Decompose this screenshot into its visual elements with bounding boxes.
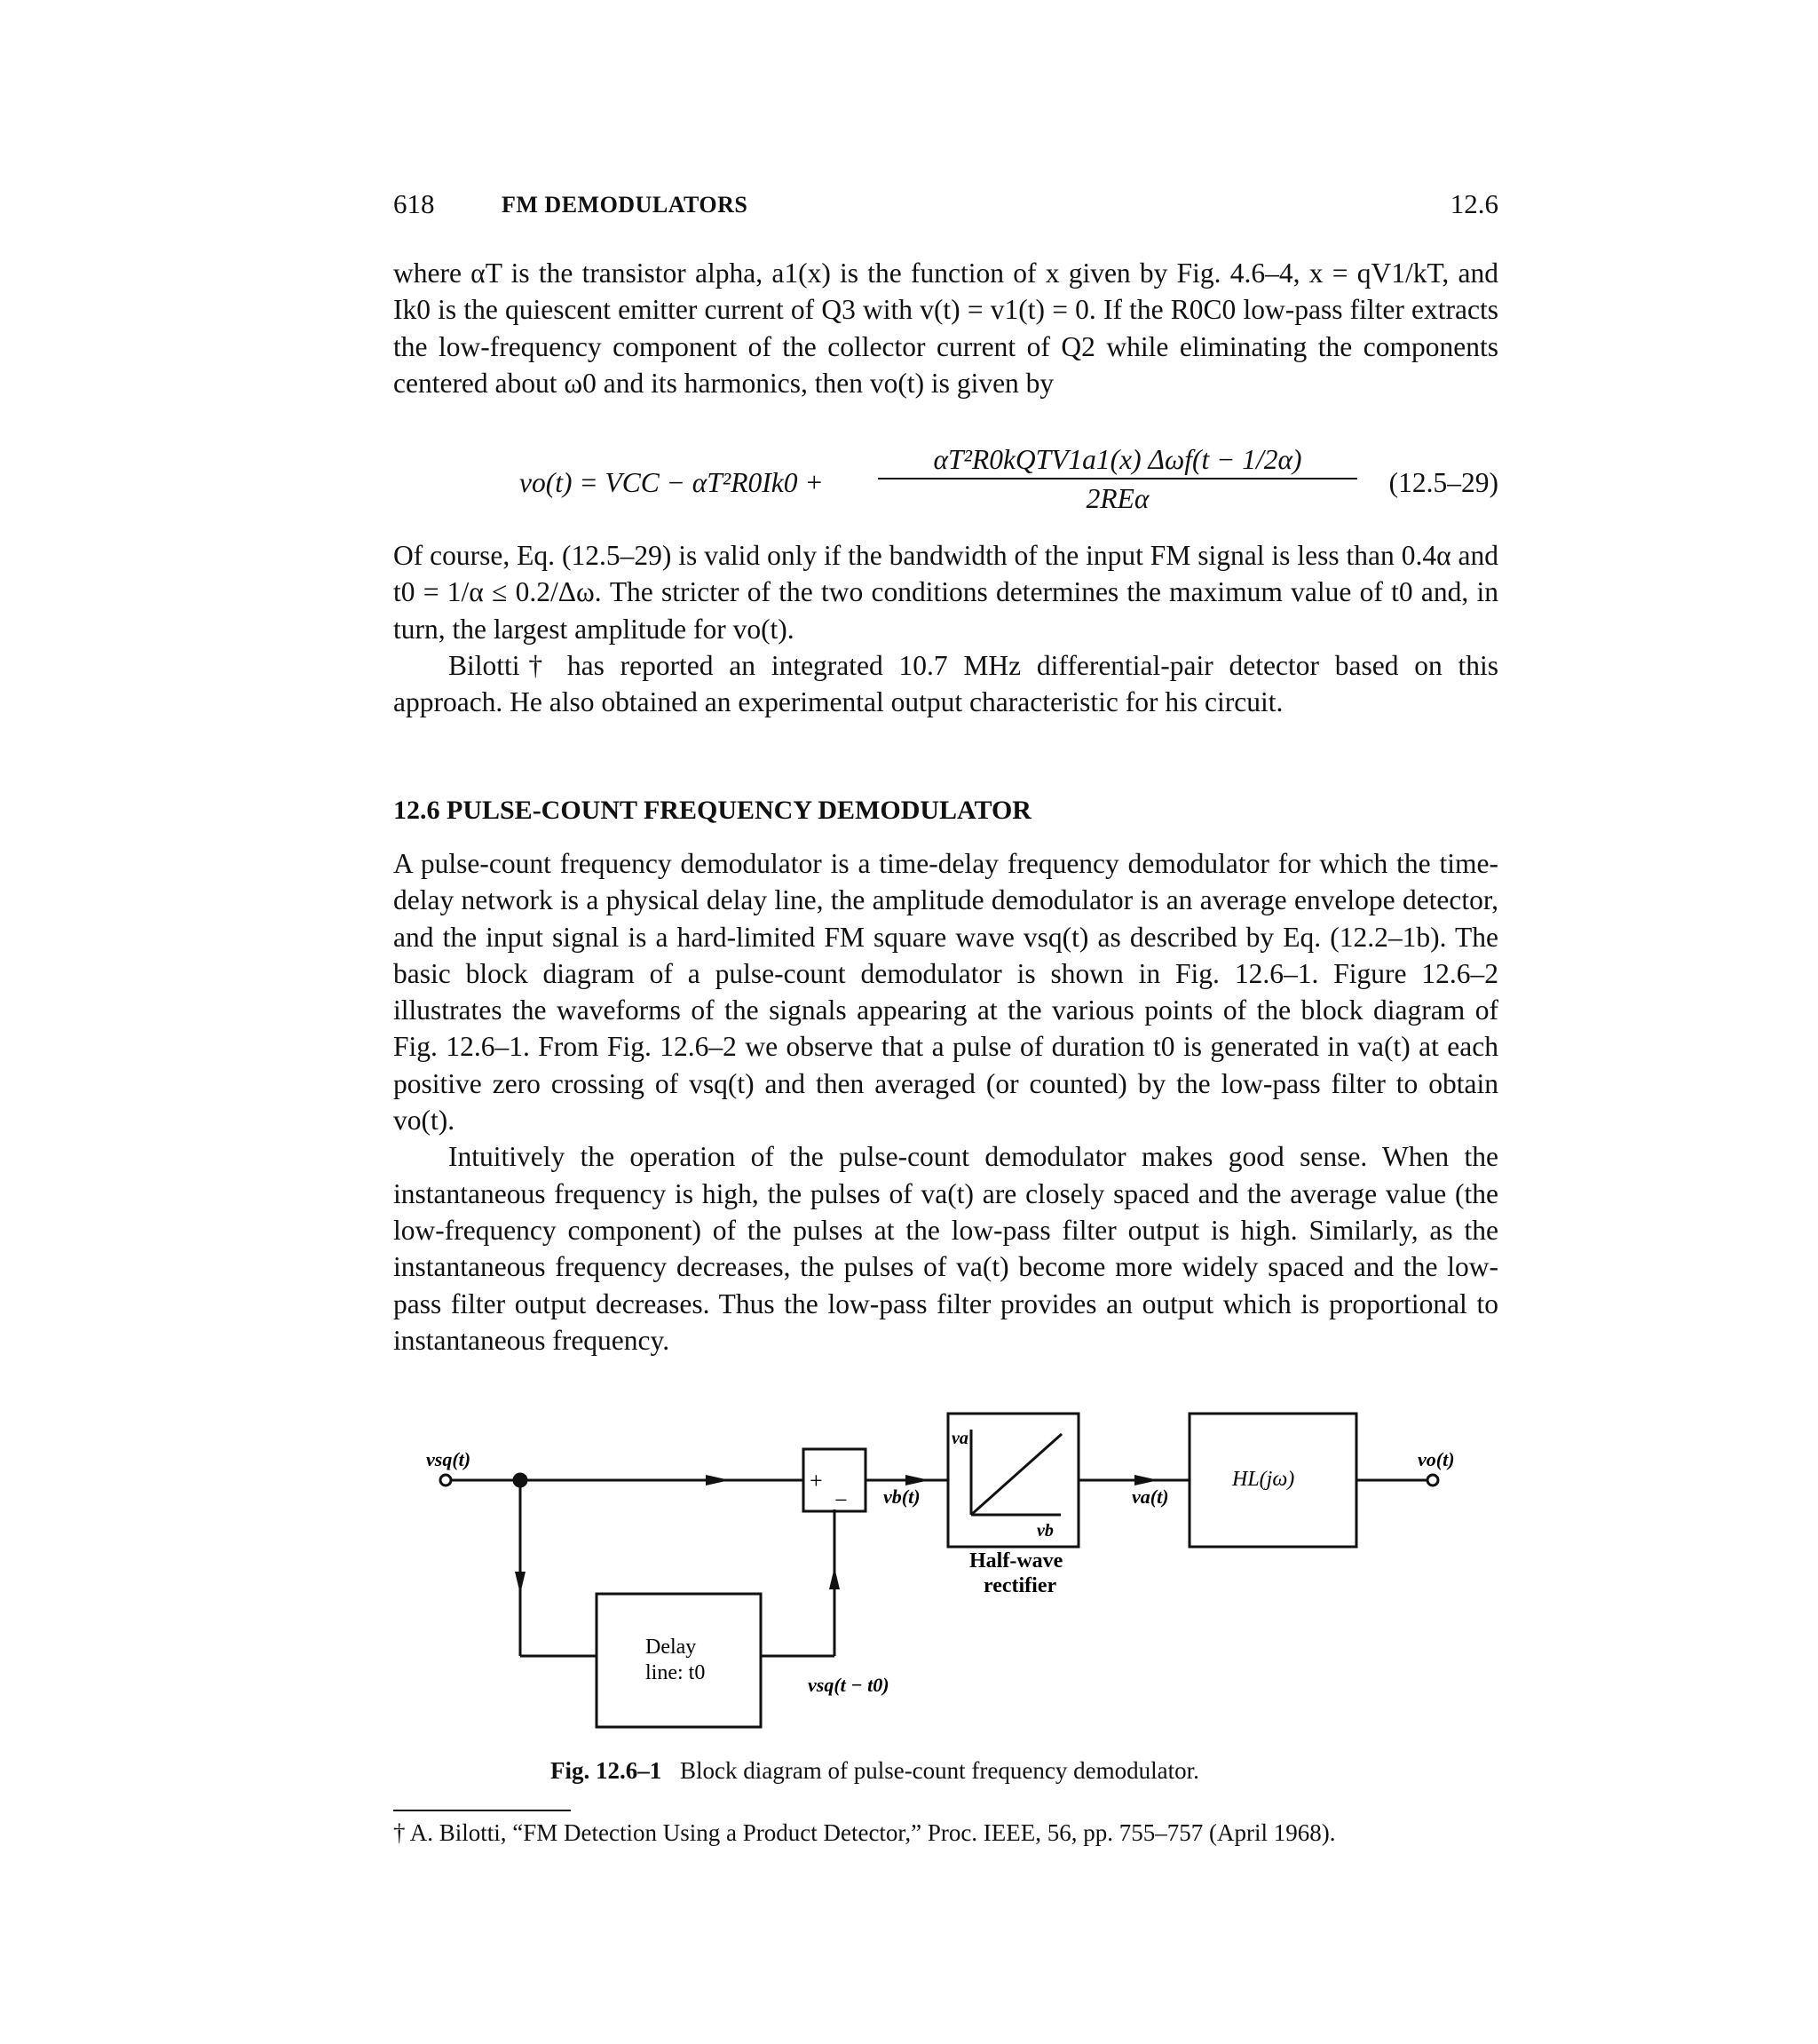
section-heading: 12.6 PULSE-COUNT FREQUENCY DEMODULATOR xyxy=(393,796,1032,825)
delayed-signal-label: vsq(t − t0) xyxy=(808,1674,889,1696)
rectifier-box xyxy=(948,1414,1079,1547)
input-label: vsq(t) xyxy=(426,1448,471,1470)
body-paragraph-4 xyxy=(393,845,1498,1359)
page-header xyxy=(393,188,1498,233)
rectifier-vb-axis-label: vb xyxy=(1037,1521,1054,1541)
footnote-rule xyxy=(393,1810,571,1811)
lowpass-filter-box xyxy=(1190,1414,1356,1547)
arrow-head xyxy=(1134,1475,1158,1485)
body-paragraph-2 xyxy=(393,537,1498,720)
paragraph-text: Intuitively the operation of the pulse-count demodulator makes good sense. When the instantaneous frequency is high, the pulses of va(t) are closely spaced and the average value (the low-frequency component) of the pulses at the low-pass filter output is high. Similarly, as the instantaneous frequency decreases, the pulses of va(t) become more widely spaced and the low-pass filter output decreases. Thus the low-pass filter provides an output which is proportional to instantaneous frequency. xyxy=(393,1141,1498,1356)
paragraph-text: Bilotti† has reported an integrated 10.7 MHz differential-pair detector based on this approach. He also obtained an experimental output characteristic for his circuit. xyxy=(393,649,1498,718)
summer-box xyxy=(803,1449,866,1511)
arrow-head xyxy=(905,1475,929,1485)
arrow-head xyxy=(829,1567,840,1589)
equation-12-5-29 xyxy=(393,444,1498,524)
filter-label: HL(jω) xyxy=(1232,1468,1295,1491)
equation-denominator: 2REα xyxy=(1086,483,1150,514)
figure-label: Fig. 12.6–1 xyxy=(550,1757,662,1784)
body-paragraph-1 xyxy=(393,255,1498,401)
running-title: FM DEMODULATORS xyxy=(502,192,748,218)
summer-minus: − xyxy=(834,1487,848,1513)
equation-numerator: αT²R0kQTV1a1(x) Δωf(t − 1/2α) xyxy=(878,444,1357,479)
summer-plus: + xyxy=(810,1468,823,1493)
input-terminal xyxy=(440,1475,451,1485)
delay-label-line1: Delay xyxy=(645,1636,697,1659)
paragraph-text: Of course, Eq. (12.5–29) is valid only if the bandwidth of the input FM signal is less than 0.4α and t0 = 1/α ≤ 0.2/Δω. The stricter of the two conditions determines the maximum value of t0 and, in turn, the largest amplitude for vo(t). xyxy=(393,540,1498,645)
paragraph-text: where αT is the transistor alpha, a1(x) is the function of x given by Fig. 4.6–4, x = qV1/kT, and Ik0 is the quiescent emitter current of Q3 with v(t) = v1(t) = 0. If the R0C0 low-pass filter extracts the low-frequency component of the collector current of Q2 while eliminating the components centered about ω0 and its harmonics, then vo(t) is given by xyxy=(393,257,1498,399)
rectifier-label-line2: rectifier xyxy=(984,1574,1057,1597)
figure-caption xyxy=(550,1757,1199,1785)
rectifier-label-line1: Half-wave xyxy=(969,1549,1063,1573)
arrow-head xyxy=(515,1572,526,1594)
paragraph-text: A pulse-count frequency demodulator is a time-delay frequency demodulator for which the time-delay network is a physical delay line, the amplitude demodulator is an average envelope detector, and the input signal is a hard-limited FM square wave vsq(t) as described by Eq. (12.2–1b). The basic block diagram of a pulse-count demodulator is shown in Fig. 12.6–1. Figure 12.6–2 illustrates the waveforms of the signals appearing at the various points of the block diagram of Fig. 12.6–1. From Fig. 12.6–2 we observe that a pulse of duration t0 is generated in va(t) at each positive zero crossing of vsq(t) and then averaged (or counted) by the low-pass filter to obtain vo(t). xyxy=(393,848,1498,1137)
section-number: 12.6 xyxy=(1450,188,1498,219)
rectifier-va-axis-label: va xyxy=(952,1429,968,1448)
equation-lhs: vo(t) = VCC − αT²R0Ik0 + xyxy=(519,467,824,498)
equation-fraction xyxy=(878,444,1357,515)
delay-label-line2: line: t0 xyxy=(645,1661,706,1684)
output-terminal xyxy=(1427,1475,1438,1485)
output-label: vo(t) xyxy=(1418,1448,1455,1470)
footnote: † A. Bilotti, “FM Detection Using a Product Detector,” Proc. IEEE, 56, pp. 755–757 (April 1968). xyxy=(393,1819,1336,1846)
va-label: va(t) xyxy=(1132,1485,1169,1508)
arrow-head xyxy=(706,1475,730,1485)
figure-caption-text: Block diagram of pulse-count frequency demodulator. xyxy=(680,1757,1199,1784)
junction-dot xyxy=(514,1474,526,1486)
page-number: 618 xyxy=(393,188,435,219)
vb-label: vb(t) xyxy=(883,1485,921,1508)
equation-number: (12.5–29) xyxy=(1388,467,1498,498)
delay-line-box xyxy=(597,1594,761,1727)
